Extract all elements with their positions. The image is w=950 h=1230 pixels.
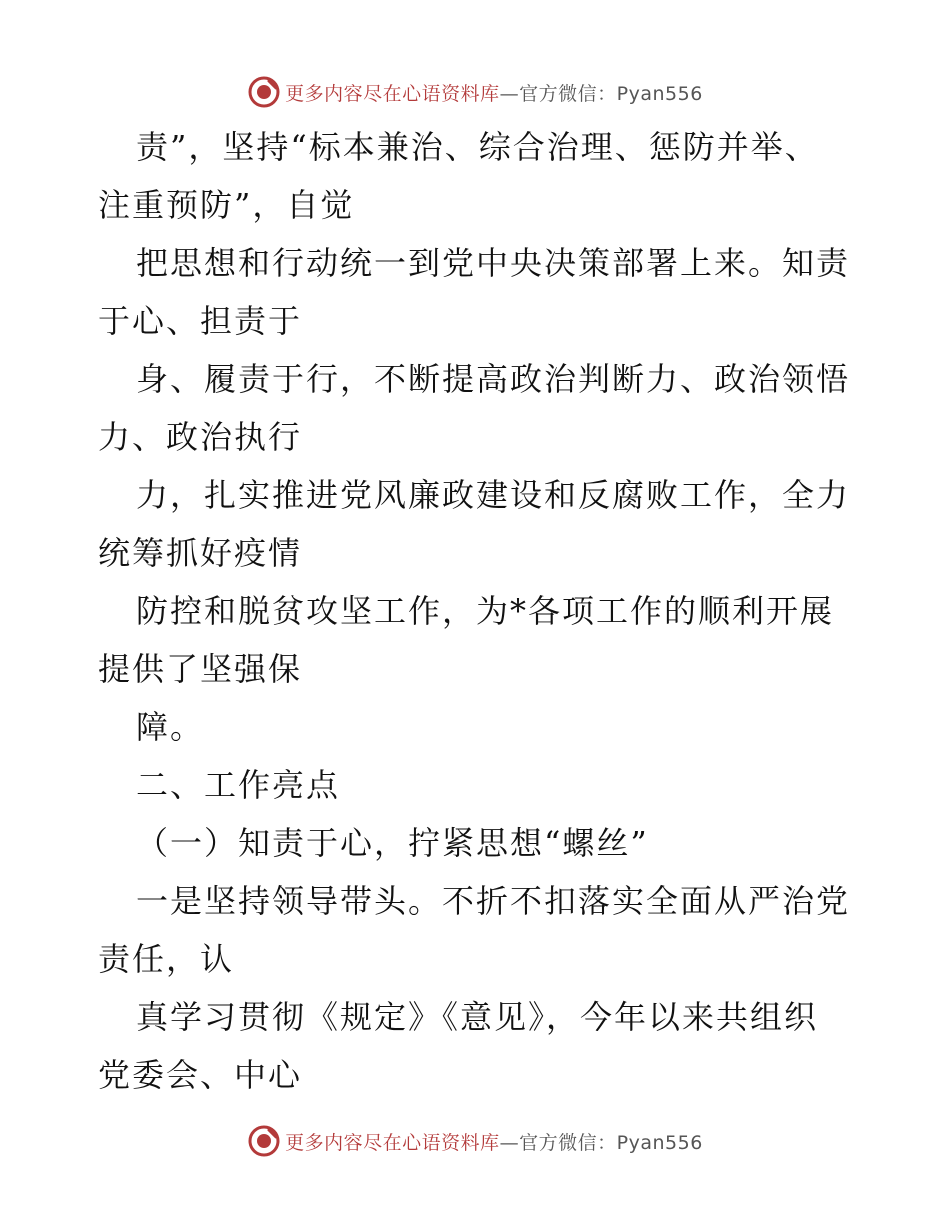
watermark-wechat: 官方微信：Pyan556 xyxy=(519,1131,703,1154)
text-line: 二、工作亮点 xyxy=(136,766,341,804)
watermark-site: 更多内容尽在心语资料库 xyxy=(285,1131,500,1154)
text-line: 于心、担责于 xyxy=(98,302,303,340)
watermark-wechat: 官方微信：Pyan556 xyxy=(519,82,703,105)
brand-logo-icon xyxy=(247,1124,281,1158)
text-line: 责”，坚持“标本兼治、综合治理、惩防并举、 xyxy=(136,128,819,166)
text-line: 提供了坚强保 xyxy=(98,650,303,688)
text-line: 党委会、中心 xyxy=(98,1056,303,1094)
text-line: 障。 xyxy=(136,708,205,746)
text-line: 真学习贯彻《规定》《意见》，今年以来共组织 xyxy=(136,998,819,1036)
document-body xyxy=(98,118,858,1104)
watermark-separator: — xyxy=(499,1131,520,1154)
text-line: 一是坚持领导带头。不折不扣落实全面从严治党 xyxy=(136,882,851,920)
watermark-separator: — xyxy=(499,82,520,105)
header-watermark xyxy=(0,72,950,112)
text-line: 统筹抓好疫情 xyxy=(98,534,303,572)
footer-watermark xyxy=(0,1121,950,1161)
watermark-site: 更多内容尽在心语资料库 xyxy=(285,82,500,105)
text-line: 力、政治执行 xyxy=(98,418,303,456)
text-line: 防控和脱贫攻坚工作，为*各项工作的顺利开展 xyxy=(136,592,835,630)
brand-logo-icon xyxy=(247,75,281,109)
text-line: 身、履责于行，不断提高政治判断力、政治领悟 xyxy=(136,360,851,398)
text-line: （一）知责于心，拧紧思想“螺丝” xyxy=(136,824,649,862)
text-line: 把思想和行动统一到党中央决策部署上来。知责 xyxy=(136,244,851,282)
text-line: 注重预防”，自觉 xyxy=(98,186,355,224)
text-line: 责任，认 xyxy=(98,940,235,978)
text-line: 力，扎实推进党风廉政建设和反腐败工作，全力 xyxy=(136,476,851,514)
